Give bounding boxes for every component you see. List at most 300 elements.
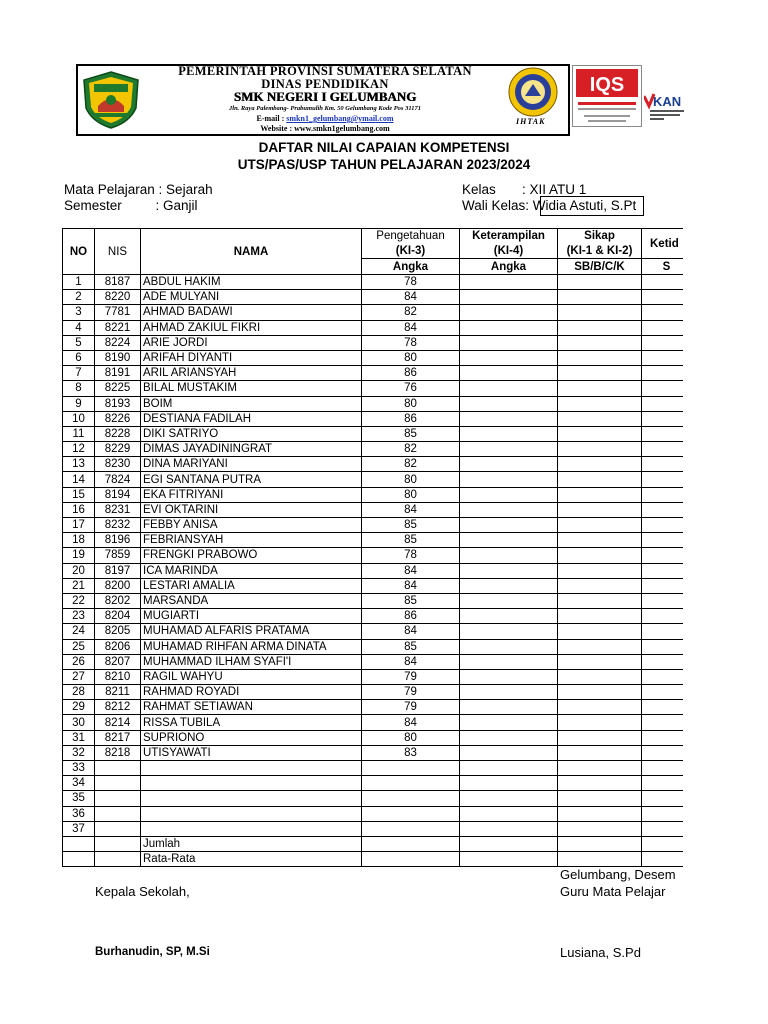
document-subtitle: UTS/PAS/USP TAHUN PELAJARAN 2023/2024 bbox=[237, 157, 531, 172]
row-sikap bbox=[558, 806, 642, 821]
row-nama: BOIM bbox=[141, 396, 362, 411]
row-nama bbox=[141, 791, 362, 806]
row-nama: SUPRIONO bbox=[141, 730, 362, 745]
row-no: 36 bbox=[63, 806, 95, 821]
row-nis bbox=[95, 791, 141, 806]
row-nama: DINA MARIYANI bbox=[141, 457, 362, 472]
header-angka-ki4: Angka bbox=[460, 259, 558, 275]
row-nis bbox=[95, 761, 141, 776]
row-nama: MUHAMAD RIHFAN ARMA DINATA bbox=[141, 639, 362, 654]
row-no: 20 bbox=[63, 563, 95, 578]
page-crop-mask bbox=[683, 220, 768, 870]
place-date: Gelumbang, Desem bbox=[560, 867, 676, 882]
row-nis: 8202 bbox=[95, 593, 141, 608]
row-nama: DESTIANA FADILAH bbox=[141, 411, 362, 426]
header-ki12: (KI-1 & KI-2) bbox=[558, 244, 642, 259]
row-no: 30 bbox=[63, 715, 95, 730]
row-nama: RISSA TUBILA bbox=[141, 715, 362, 730]
row-nama: ARIFAH DIYANTI bbox=[141, 350, 362, 365]
table-row bbox=[63, 578, 692, 593]
row-nama: DIKI SATRIYO bbox=[141, 426, 362, 441]
row-sikap bbox=[558, 639, 642, 654]
row-no: 8 bbox=[63, 381, 95, 396]
table-row bbox=[63, 320, 692, 335]
row-sikap bbox=[558, 578, 642, 593]
row-nis: 8187 bbox=[95, 275, 141, 290]
row-nama: EKA FITRIYANI bbox=[141, 487, 362, 502]
row-nama: AHMAD BADAWI bbox=[141, 305, 362, 320]
row-nilai-pengetahuan: 84 bbox=[362, 715, 460, 730]
row-nilai-keterampilan bbox=[460, 442, 558, 457]
table-row bbox=[63, 381, 692, 396]
row-sikap bbox=[558, 411, 642, 426]
school-address: Jln. Raya Palembang- Prabumulih Km. 50 Gelumbang Kode Pos 31171 bbox=[229, 105, 421, 112]
table-row bbox=[63, 457, 692, 472]
row-no: 6 bbox=[63, 350, 95, 365]
row-nama bbox=[141, 761, 362, 776]
row-nilai-pengetahuan: 85 bbox=[362, 518, 460, 533]
row-nis: 8191 bbox=[95, 366, 141, 381]
header-s: S bbox=[642, 259, 692, 275]
row-nis: 8220 bbox=[95, 290, 141, 305]
row-nama: RAHMAT SETIAWAN bbox=[141, 700, 362, 715]
row-nilai-pengetahuan: 78 bbox=[362, 335, 460, 350]
row-nilai-keterampilan bbox=[460, 624, 558, 639]
row-sikap bbox=[558, 745, 642, 760]
row-nilai-keterampilan bbox=[460, 366, 558, 381]
row-sikap bbox=[558, 502, 642, 517]
row-sikap bbox=[558, 366, 642, 381]
row-sikap bbox=[558, 442, 642, 457]
row-nama: EGI SANTANA PUTRA bbox=[141, 472, 362, 487]
row-nilai-keterampilan bbox=[460, 700, 558, 715]
row-no: 17 bbox=[63, 518, 95, 533]
row-nama: FRENGKI PRABOWO bbox=[141, 548, 362, 563]
row-no: 10 bbox=[63, 411, 95, 426]
row-nis bbox=[95, 776, 141, 791]
row-nama bbox=[141, 776, 362, 791]
row-nilai-pengetahuan: 84 bbox=[362, 624, 460, 639]
row-nilai-pengetahuan bbox=[362, 791, 460, 806]
row-no: 18 bbox=[63, 533, 95, 548]
table-row bbox=[63, 411, 692, 426]
ihtak-label: IHTAK bbox=[516, 117, 546, 126]
row-nilai-pengetahuan: 82 bbox=[362, 305, 460, 320]
row-sikap bbox=[558, 533, 642, 548]
row-sikap bbox=[558, 609, 642, 624]
row-nama: MUHAMAD ALFARIS PRATAMA bbox=[141, 624, 362, 639]
row-nilai-pengetahuan: 85 bbox=[362, 533, 460, 548]
row-sikap bbox=[558, 563, 642, 578]
row-nis: 8200 bbox=[95, 578, 141, 593]
table-row bbox=[63, 335, 692, 350]
row-sikap bbox=[558, 320, 642, 335]
row-nis: 8207 bbox=[95, 654, 141, 669]
rata-row bbox=[63, 852, 692, 867]
row-nis: 8214 bbox=[95, 715, 141, 730]
row-nis: 8228 bbox=[95, 426, 141, 441]
table-row bbox=[63, 366, 692, 381]
row-no: 1 bbox=[63, 275, 95, 290]
row-nis: 8211 bbox=[95, 685, 141, 700]
kepsek-label: Kepala Sekolah, bbox=[95, 884, 190, 899]
header-ki4: (KI-4) bbox=[460, 244, 558, 259]
row-nilai-keterampilan bbox=[460, 715, 558, 730]
row-nilai-pengetahuan: 80 bbox=[362, 350, 460, 365]
row-no: 34 bbox=[63, 776, 95, 791]
row-nilai-keterampilan bbox=[460, 426, 558, 441]
row-no: 11 bbox=[63, 426, 95, 441]
row-nilai-keterampilan bbox=[460, 745, 558, 760]
selected-cell-outline bbox=[540, 196, 644, 216]
row-nama: ARIE JORDI bbox=[141, 335, 362, 350]
subject-info: Mata Pelajaran : Sejarah bbox=[64, 182, 213, 197]
table-row bbox=[63, 305, 692, 320]
table-row bbox=[63, 806, 692, 821]
row-sikap bbox=[558, 381, 642, 396]
row-nilai-pengetahuan: 85 bbox=[362, 639, 460, 654]
table-row bbox=[63, 518, 692, 533]
row-nilai-keterampilan bbox=[460, 518, 558, 533]
email-link[interactable]: smkn1_gelumbang@ymail.com bbox=[286, 114, 394, 123]
row-sikap bbox=[558, 457, 642, 472]
row-nama: EVI OKTARINI bbox=[141, 502, 362, 517]
row-nis: 8226 bbox=[95, 411, 141, 426]
row-no: 2 bbox=[63, 290, 95, 305]
row-nilai-pengetahuan: 79 bbox=[362, 700, 460, 715]
row-sikap bbox=[558, 472, 642, 487]
row-nis: 7859 bbox=[95, 548, 141, 563]
row-nilai-keterampilan bbox=[460, 821, 558, 836]
row-nama: FEBBY ANISA bbox=[141, 518, 362, 533]
kan-text: KAN bbox=[653, 94, 682, 109]
row-no: 3 bbox=[63, 305, 95, 320]
row-nilai-keterampilan bbox=[460, 350, 558, 365]
row-nama: ADE MULYANI bbox=[141, 290, 362, 305]
row-no: 9 bbox=[63, 396, 95, 411]
row-no: 25 bbox=[63, 639, 95, 654]
iqs-text: IQS bbox=[589, 74, 625, 96]
row-nilai-keterampilan bbox=[460, 487, 558, 502]
row-nama: FEBRIANSYAH bbox=[141, 533, 362, 548]
row-sikap bbox=[558, 700, 642, 715]
row-no: 35 bbox=[63, 791, 95, 806]
row-sikap bbox=[558, 396, 642, 411]
row-nilai-pengetahuan: 78 bbox=[362, 275, 460, 290]
row-sikap bbox=[558, 290, 642, 305]
table-row bbox=[63, 654, 692, 669]
row-nilai-keterampilan bbox=[460, 578, 558, 593]
row-nilai-keterampilan bbox=[460, 609, 558, 624]
row-no: 24 bbox=[63, 624, 95, 639]
row-nilai-pengetahuan: 80 bbox=[362, 487, 460, 502]
row-nama: BILAL MUSTAKIM bbox=[141, 381, 362, 396]
row-nis: 8218 bbox=[95, 745, 141, 760]
row-nilai-pengetahuan: 80 bbox=[362, 472, 460, 487]
grades-table bbox=[62, 228, 692, 867]
row-nis: 8230 bbox=[95, 457, 141, 472]
table-row bbox=[63, 487, 692, 502]
govt-line: PEMERINTAH PROVINSI SUMATERA SELATAN bbox=[178, 64, 472, 78]
row-nis: 8225 bbox=[95, 381, 141, 396]
row-nilai-pengetahuan: 78 bbox=[362, 548, 460, 563]
row-nis: 8232 bbox=[95, 518, 141, 533]
row-no: 12 bbox=[63, 442, 95, 457]
row-nis: 8224 bbox=[95, 335, 141, 350]
header-sikap: Sikap bbox=[558, 229, 642, 244]
row-nilai-pengetahuan: 84 bbox=[362, 563, 460, 578]
row-nilai-pengetahuan: 86 bbox=[362, 609, 460, 624]
table-row bbox=[63, 442, 692, 457]
row-nama: MUHAMMAD ILHAM SYAFI'I bbox=[141, 654, 362, 669]
row-no: 21 bbox=[63, 578, 95, 593]
row-no: 27 bbox=[63, 669, 95, 684]
website-line: Website : www.smkn1gelumbang.com bbox=[260, 124, 390, 133]
row-no: 23 bbox=[63, 609, 95, 624]
table-row bbox=[63, 350, 692, 365]
row-no: 15 bbox=[63, 487, 95, 502]
table-row bbox=[63, 685, 692, 700]
row-nis: 8193 bbox=[95, 396, 141, 411]
row-nis: 8231 bbox=[95, 502, 141, 517]
table-row bbox=[63, 700, 692, 715]
row-nilai-keterampilan bbox=[460, 320, 558, 335]
row-nis: 8197 bbox=[95, 563, 141, 578]
table-row bbox=[63, 533, 692, 548]
row-no: 37 bbox=[63, 821, 95, 836]
row-nama: LESTARI AMALIA bbox=[141, 578, 362, 593]
class-info: Kelas : XII ATU 1 bbox=[462, 182, 587, 197]
row-nis: 8212 bbox=[95, 700, 141, 715]
email-label: E-mail : bbox=[256, 114, 287, 123]
table-row bbox=[63, 563, 692, 578]
row-no: 31 bbox=[63, 730, 95, 745]
row-nilai-keterampilan bbox=[460, 593, 558, 608]
guru-name: Lusiana, S.Pd bbox=[560, 945, 641, 960]
row-nis: 8196 bbox=[95, 533, 141, 548]
table-row bbox=[63, 624, 692, 639]
table-row bbox=[63, 609, 692, 624]
row-sikap bbox=[558, 685, 642, 700]
table-row bbox=[63, 472, 692, 487]
row-sikap bbox=[558, 335, 642, 350]
row-nis: 8229 bbox=[95, 442, 141, 457]
jumlah-row bbox=[63, 836, 692, 851]
row-sikap bbox=[558, 791, 642, 806]
table-row bbox=[63, 426, 692, 441]
document-title: DAFTAR NILAI CAPAIAN KOMPETENSI bbox=[258, 140, 510, 155]
row-nilai-keterampilan bbox=[460, 411, 558, 426]
row-sikap bbox=[558, 730, 642, 745]
row-no: 32 bbox=[63, 745, 95, 760]
row-nilai-keterampilan bbox=[460, 685, 558, 700]
kan-logo bbox=[644, 92, 684, 122]
row-nis bbox=[95, 821, 141, 836]
row-nilai-keterampilan bbox=[460, 335, 558, 350]
header-no: NO bbox=[63, 229, 95, 275]
row-nilai-keterampilan bbox=[460, 669, 558, 684]
row-nis: 8204 bbox=[95, 609, 141, 624]
header-ketidakhadiran: Ketid bbox=[642, 229, 692, 259]
header-nama: NAMA bbox=[141, 229, 362, 275]
row-nilai-keterampilan bbox=[460, 396, 558, 411]
row-nilai-keterampilan bbox=[460, 761, 558, 776]
row-nilai-pengetahuan: 82 bbox=[362, 442, 460, 457]
header-keterampilan: Keterampilan bbox=[460, 229, 558, 244]
row-sikap bbox=[558, 350, 642, 365]
row-nilai-pengetahuan: 83 bbox=[362, 745, 460, 760]
row-nilai-keterampilan bbox=[460, 290, 558, 305]
table-row bbox=[63, 548, 692, 563]
row-sikap bbox=[558, 518, 642, 533]
row-nis: 8221 bbox=[95, 320, 141, 335]
header-sbbck: SB/B/C/K bbox=[558, 259, 642, 275]
table-row bbox=[63, 715, 692, 730]
row-nilai-keterampilan bbox=[460, 806, 558, 821]
row-sikap bbox=[558, 426, 642, 441]
row-nilai-pengetahuan: 84 bbox=[362, 502, 460, 517]
row-nama: DIMAS JAYADININGRAT bbox=[141, 442, 362, 457]
homeroom-info: Wali Kelas: Widia Astuti, S.Pt bbox=[462, 198, 637, 213]
row-nama: AHMAD ZAKIUL FIKRI bbox=[141, 320, 362, 335]
jumlah-label: Jumlah bbox=[141, 836, 362, 851]
row-nama: RAHMAD ROYADI bbox=[141, 685, 362, 700]
row-nilai-pengetahuan: 85 bbox=[362, 593, 460, 608]
row-no: 19 bbox=[63, 548, 95, 563]
row-nis: 8205 bbox=[95, 624, 141, 639]
table-row bbox=[63, 791, 692, 806]
row-nilai-pengetahuan: 84 bbox=[362, 290, 460, 305]
row-nilai-keterampilan bbox=[460, 275, 558, 290]
row-no: 7 bbox=[63, 366, 95, 381]
grades-body bbox=[63, 275, 692, 837]
row-sikap bbox=[558, 487, 642, 502]
header-pengetahuan: Pengetahuan bbox=[362, 229, 460, 244]
row-nilai-pengetahuan: 76 bbox=[362, 381, 460, 396]
row-nis: 8217 bbox=[95, 730, 141, 745]
header-ki3: (KI-3) bbox=[362, 244, 460, 259]
table-row bbox=[63, 669, 692, 684]
row-sikap bbox=[558, 776, 642, 791]
table-row bbox=[63, 275, 692, 290]
row-sikap bbox=[558, 715, 642, 730]
table-row bbox=[63, 821, 692, 836]
dept-line: DINAS PENDIDIKAN bbox=[261, 77, 389, 91]
row-nama: MUGIARTI bbox=[141, 609, 362, 624]
row-nilai-keterampilan bbox=[460, 548, 558, 563]
row-nama: UTISYAWATI bbox=[141, 745, 362, 760]
provincial-logo bbox=[80, 70, 142, 130]
table-row bbox=[63, 761, 692, 776]
table-row bbox=[63, 730, 692, 745]
header-row bbox=[63, 229, 692, 244]
iqs-logo bbox=[572, 65, 642, 127]
row-sikap bbox=[558, 669, 642, 684]
header-nis: NIS bbox=[95, 229, 141, 275]
row-no: 29 bbox=[63, 700, 95, 715]
row-nis: 8206 bbox=[95, 639, 141, 654]
row-sikap bbox=[558, 654, 642, 669]
row-nilai-pengetahuan: 80 bbox=[362, 396, 460, 411]
row-nilai-pengetahuan bbox=[362, 806, 460, 821]
row-nama: ARIL ARIANSYAH bbox=[141, 366, 362, 381]
row-no: 22 bbox=[63, 593, 95, 608]
row-nilai-keterampilan bbox=[460, 305, 558, 320]
row-no: 26 bbox=[63, 654, 95, 669]
row-nilai-pengetahuan: 85 bbox=[362, 426, 460, 441]
row-nama: RAGIL WAHYU bbox=[141, 669, 362, 684]
row-nis: 8194 bbox=[95, 487, 141, 502]
row-nilai-pengetahuan: 79 bbox=[362, 669, 460, 684]
kepsek-name: Burhanudin, SP, M.Si bbox=[95, 946, 210, 958]
row-nilai-keterampilan bbox=[460, 457, 558, 472]
row-nama: ABDUL HAKIM bbox=[141, 275, 362, 290]
row-nis: 8210 bbox=[95, 669, 141, 684]
row-no: 14 bbox=[63, 472, 95, 487]
row-nilai-pengetahuan: 84 bbox=[362, 320, 460, 335]
row-nilai-keterampilan bbox=[460, 533, 558, 548]
row-nilai-keterampilan bbox=[460, 776, 558, 791]
email-line bbox=[150, 114, 500, 124]
guru-label: Guru Mata Pelajar bbox=[560, 884, 666, 899]
row-sikap bbox=[558, 624, 642, 639]
row-no: 33 bbox=[63, 761, 95, 776]
row-no: 4 bbox=[63, 320, 95, 335]
row-nilai-pengetahuan: 84 bbox=[362, 578, 460, 593]
row-nis: 7781 bbox=[95, 305, 141, 320]
table-row bbox=[63, 639, 692, 654]
header-angka-ki3: Angka bbox=[362, 259, 460, 275]
row-nis: 8190 bbox=[95, 350, 141, 365]
row-nilai-pengetahuan bbox=[362, 776, 460, 791]
row-nilai-keterampilan bbox=[460, 654, 558, 669]
row-sikap bbox=[558, 275, 642, 290]
rata-label: Rata-Rata bbox=[141, 852, 362, 867]
row-nilai-keterampilan bbox=[460, 730, 558, 745]
row-sikap bbox=[558, 305, 642, 320]
row-nilai-pengetahuan bbox=[362, 821, 460, 836]
row-nilai-pengetahuan: 86 bbox=[362, 411, 460, 426]
table-row bbox=[63, 593, 692, 608]
table-row bbox=[63, 745, 692, 760]
row-no: 13 bbox=[63, 457, 95, 472]
table-row bbox=[63, 776, 692, 791]
row-nilai-keterampilan bbox=[460, 472, 558, 487]
row-nilai-keterampilan bbox=[460, 791, 558, 806]
letterhead-text bbox=[150, 65, 500, 135]
row-no: 5 bbox=[63, 335, 95, 350]
row-nama: ICA MARINDA bbox=[141, 563, 362, 578]
row-nilai-keterampilan bbox=[460, 381, 558, 396]
row-no: 16 bbox=[63, 502, 95, 517]
row-nilai-keterampilan bbox=[460, 563, 558, 578]
row-nilai-pengetahuan: 86 bbox=[362, 366, 460, 381]
semester-info: Semester : Ganjil bbox=[64, 198, 198, 213]
row-nilai-pengetahuan: 84 bbox=[362, 654, 460, 669]
row-nama: MARSANDA bbox=[141, 593, 362, 608]
row-nilai-pengetahuan bbox=[362, 761, 460, 776]
row-nilai-pengetahuan: 79 bbox=[362, 685, 460, 700]
row-sikap bbox=[558, 821, 642, 836]
school-name: SMK NEGERI I GELUMBANG bbox=[233, 89, 417, 104]
table-row bbox=[63, 396, 692, 411]
table-row bbox=[63, 290, 692, 305]
row-nis: 7824 bbox=[95, 472, 141, 487]
row-sikap bbox=[558, 548, 642, 563]
row-sikap bbox=[558, 593, 642, 608]
row-nama bbox=[141, 821, 362, 836]
row-nilai-keterampilan bbox=[460, 639, 558, 654]
